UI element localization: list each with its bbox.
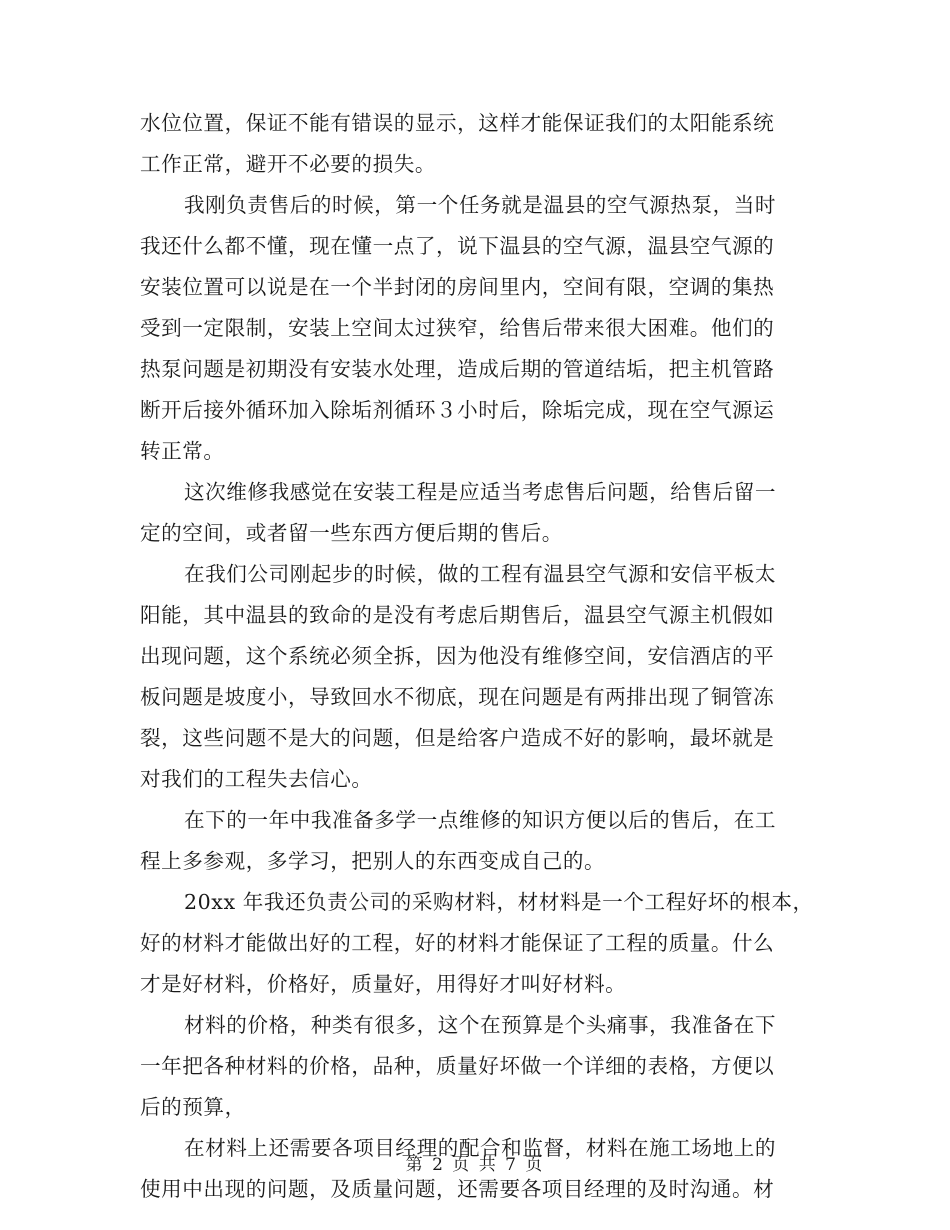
text-line: 使用中出现的问题，及质量问题，还需要各项目经理的及时沟通。材 [140, 1177, 775, 1201]
text-line: 板问题是坡度小，导致回水不彻底，现在问题是有两排出现了铜管冻 [140, 685, 775, 709]
text-line: 裂，这些问题不是大的问题，但是给客户造成不好的影响，最坏就是 [140, 726, 775, 750]
paragraph [140, 103, 805, 185]
text-line: 后的预算， [140, 1095, 246, 1119]
text-line: 我还什么都不懂，现在懂一点了，说下温县的空气源，温县空气源的 [140, 234, 775, 258]
text-line: 在材料上还需要各项目经理的配合和监督，材料在施工场地上的 [184, 1136, 777, 1160]
text-line: 在下的一年中我准备多学一点维修的知识方便以后的售后，在工 [184, 808, 777, 832]
text-line: 好的材料才能做出好的工程，好的材料才能保证了工程的质量。什么 [140, 931, 775, 955]
paragraph [140, 800, 805, 882]
text-line: 水位位置，保证不能有错误的显示，这样才能保证我们的太阳能系统 [140, 111, 775, 135]
text-line: 受到一定限制，安装上空间太过狭窄，给售后带来很大困难。他们的 [140, 316, 775, 340]
text-line: 转正常。 [140, 439, 225, 463]
text-line: 安装位置可以说是在一个半封闭的房间里内，空间有限，空调的集热 [140, 275, 775, 299]
text-line: 阳能，其中温县的致命的是没有考虑后期售后，温县空气源主机假如 [140, 603, 775, 627]
text-line: 程上多参观，多学习，把别人的东西变成自己的。 [140, 849, 606, 873]
paragraph [140, 554, 805, 800]
text-line: 我刚负责售后的时候，第一个任务就是温县的空气源热泵，当时 [184, 193, 777, 217]
text-line: 对我们的工程失去信心。 [140, 767, 373, 791]
text-line: 在我们公司刚起步的时候，做的工程有温县空气源和安信平板太 [184, 562, 777, 586]
body-text [140, 103, 814, 1210]
text-line: 工作正常，避开不必要的损失。 [140, 152, 437, 176]
text-line: 才是好材料，价格好，质量好，用得好才叫好材料。 [140, 972, 627, 996]
text-line: 一年把各种材料的价格，品种，质量好坏做一个详细的表格，方便以 [140, 1054, 775, 1078]
paragraph [140, 185, 805, 472]
text-line: 热泵问题是初期没有安装水处理，造成后期的管道结垢，把主机管路 [140, 357, 775, 381]
page-number-footer: 第 2 页 共 7 页 [405, 1155, 545, 1175]
text-line: 断开后接外循环加入除垢剂循环３小时后，除垢完成，现在空气源运 [140, 398, 775, 422]
text-line: 20xx 年我还负责公司的采购材料，材材料是一个工程好坏的根本， [184, 890, 814, 914]
paragraph [140, 472, 805, 554]
text-line: 定的空间，或者留一些东西方便后期的售后。 [140, 521, 563, 545]
text-line: 出现问题，这个系统必须全拆，因为他没有维修空间，安信酒店的平 [140, 644, 775, 668]
paragraph [140, 882, 814, 1005]
text-line: 材料的价格，种类有很多，这个在预算是个头痛事，我准备在下 [184, 1013, 777, 1037]
paragraph [140, 1005, 805, 1128]
text-line: 这次维修我感觉在安装工程是应适当考虑售后问题，给售后留一 [184, 480, 777, 504]
